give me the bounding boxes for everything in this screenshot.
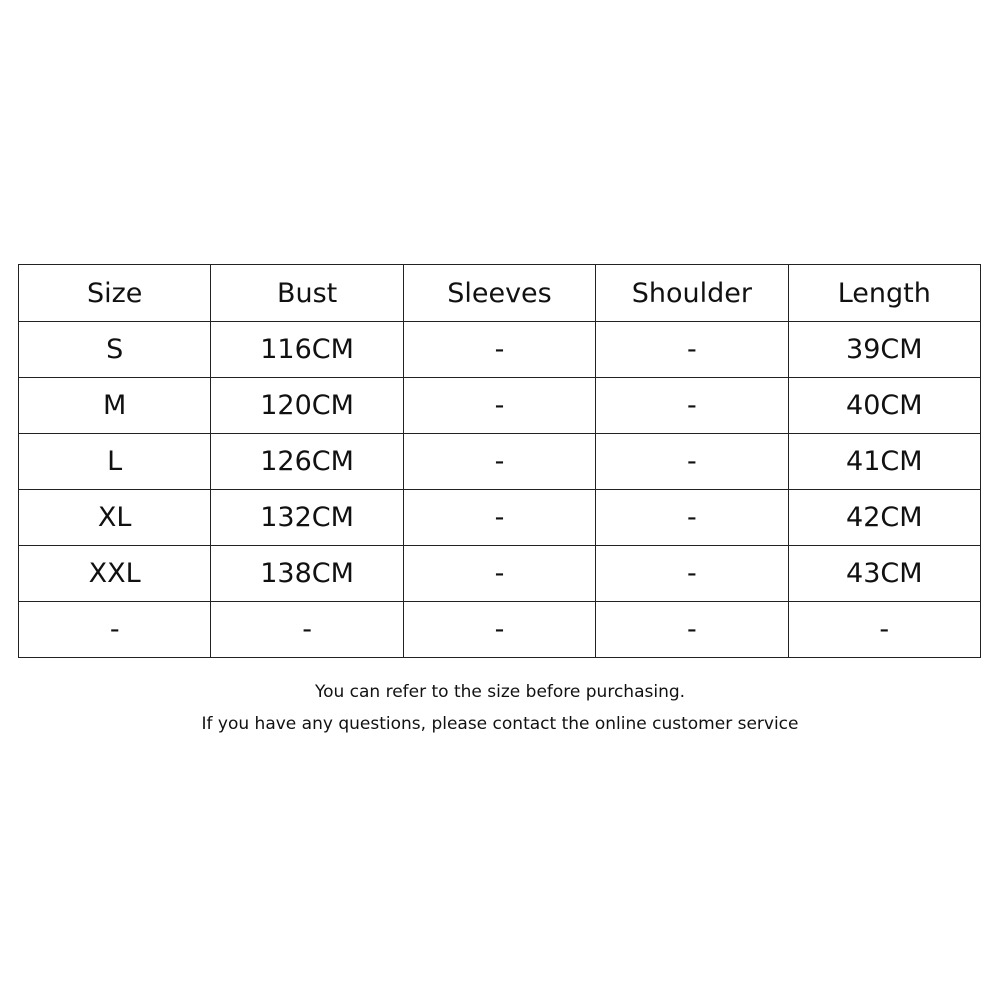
cell-shoulder: - <box>596 602 788 658</box>
cell-shoulder: - <box>596 434 788 490</box>
table-row <box>19 546 981 602</box>
note-contact-service: If you have any questions, please contact the online customer service <box>201 714 799 734</box>
header-shoulder: Shoulder <box>596 265 788 322</box>
header-sleeves: Sleeves <box>403 265 595 322</box>
cell-bust: 132CM <box>211 490 403 546</box>
cell-bust: - <box>211 602 403 658</box>
cell-size: S <box>19 322 211 378</box>
table-row <box>19 434 981 490</box>
size-notes <box>0 676 1000 740</box>
cell-bust: 138CM <box>211 546 403 602</box>
cell-length: 40CM <box>788 378 980 434</box>
cell-shoulder: - <box>596 490 788 546</box>
table-row <box>19 378 981 434</box>
cell-length: 42CM <box>788 490 980 546</box>
note-refer-size: You can refer to the size before purchasing. <box>314 682 686 702</box>
cell-sleeves: - <box>403 378 595 434</box>
table-row <box>19 602 981 658</box>
cell-size: XXL <box>19 546 211 602</box>
cell-bust: 120CM <box>211 378 403 434</box>
header-bust: Bust <box>211 265 403 322</box>
header-size: Size <box>19 265 211 322</box>
cell-size: L <box>19 434 211 490</box>
header-length: Length <box>788 265 980 322</box>
size-chart-table <box>18 264 981 658</box>
table-row <box>19 322 981 378</box>
cell-shoulder: - <box>596 546 788 602</box>
cell-bust: 116CM <box>211 322 403 378</box>
cell-shoulder: - <box>596 378 788 434</box>
table-header-row <box>19 265 981 322</box>
cell-sleeves: - <box>403 322 595 378</box>
cell-length: - <box>788 602 980 658</box>
table-row <box>19 490 981 546</box>
cell-shoulder: - <box>596 322 788 378</box>
cell-length: 39CM <box>788 322 980 378</box>
cell-size: - <box>19 602 211 658</box>
cell-sleeves: - <box>403 602 595 658</box>
cell-size: XL <box>19 490 211 546</box>
cell-bust: 126CM <box>211 434 403 490</box>
cell-sleeves: - <box>403 490 595 546</box>
cell-size: M <box>19 378 211 434</box>
cell-length: 43CM <box>788 546 980 602</box>
cell-sleeves: - <box>403 434 595 490</box>
cell-length: 41CM <box>788 434 980 490</box>
cell-sleeves: - <box>403 546 595 602</box>
